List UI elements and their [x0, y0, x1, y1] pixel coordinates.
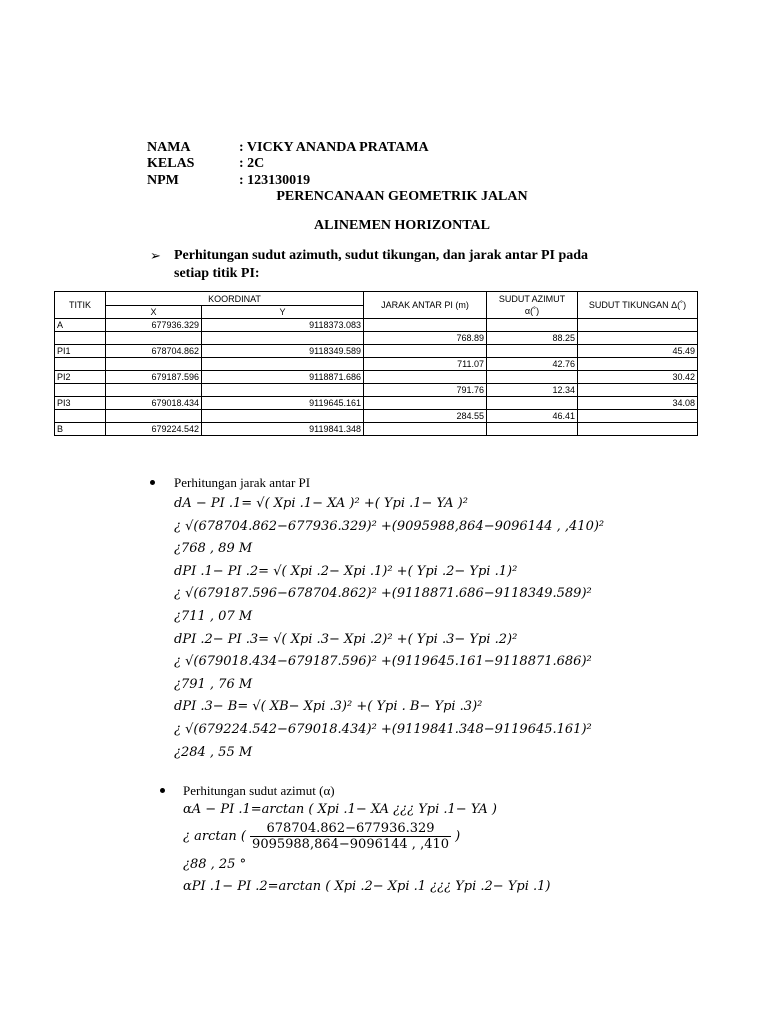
table-row [55, 423, 698, 436]
cell-azimut: 46.41 [487, 410, 578, 423]
cell-tikungan: 34.08 [578, 397, 698, 410]
cell-x: 677936.329 [106, 319, 202, 332]
cell-y: 9119841.348 [202, 423, 364, 436]
azimut-line-2-pre: ¿ arctan ( [183, 829, 246, 844]
azimut-fraction-numerator: 678704.862−677936.329 [250, 821, 451, 837]
cell-jarak: 791.76 [364, 384, 487, 397]
jarak-line-8: ¿ √(679018.434−679187.596)² +(9119645.161−9118871.686)² [174, 654, 592, 670]
cell-jarak: 711.07 [364, 358, 487, 371]
azimut-fraction-denominator: 9095988,864−9096144 , ,410 [252, 837, 450, 852]
jarak-line-7: dPI .2− PI .3= √( Xpi .3− Xpi .2)² +( Ypi .3− Ypi .2)² [174, 631, 518, 647]
cell-tikungan: 45.49 [578, 345, 698, 358]
nama-label: NAMA [147, 140, 191, 155]
cell-x [106, 410, 202, 423]
azimut-line-3: ¿88 , 25 ° [183, 857, 247, 872]
col-tikungan: SUDUT TIKUNGAN Δ(˚) [578, 292, 698, 319]
cell-jarak: 768.89 [364, 332, 487, 345]
intro-text [174, 247, 654, 283]
azimut-heading: Perhitungan sudut azimut (α) [183, 783, 335, 798]
cell-tikungan [578, 332, 698, 345]
cell-tikungan [578, 358, 698, 371]
jarak-line-5: ¿ √(679187.596−678704.862)² +(9118871.686−9118349.589)² [174, 586, 592, 602]
arrow-bullet-icon: ➢ [150, 248, 161, 263]
cell-x: 679224.542 [106, 423, 202, 436]
azimut-line-2 [183, 820, 603, 854]
cell-x [106, 332, 202, 345]
doc-title: PERENCANAAN GEOMETRIK JALAN [276, 189, 528, 204]
jarak-line-12: ¿284 , 55 M [174, 744, 253, 760]
section-title: ALINEMEN HORIZONTAL [314, 218, 490, 233]
cell-azimut [487, 371, 578, 384]
cell-jarak [364, 423, 487, 436]
col-koordinat: KOORDINAT [106, 292, 364, 306]
cell-y: 9118871.686 [202, 371, 364, 384]
cell-azimut [487, 423, 578, 436]
cell-azimut [487, 345, 578, 358]
cell-titik [55, 332, 106, 345]
cell-x: 678704.862 [106, 345, 202, 358]
col-titik: TITIK [55, 292, 106, 319]
cell-y [202, 410, 364, 423]
cell-y: 9118349.589 [202, 345, 364, 358]
cell-x: 679018.434 [106, 397, 202, 410]
jarak-line-10: dPI .3− B= √( XB− Xpi .3)² +( Ypi . B− Ypi .3)² [174, 699, 483, 715]
cell-tikungan [578, 319, 698, 332]
cell-y [202, 358, 364, 371]
identity-block [147, 139, 547, 190]
table-row [55, 397, 698, 410]
table-cutoff [54, 448, 698, 452]
cell-x: 679187.596 [106, 371, 202, 384]
bullet-dot-icon-2 [160, 788, 165, 793]
cell-jarak [364, 371, 487, 384]
azimuth-table [54, 291, 698, 436]
jarak-line-9: ¿791 , 76 M [174, 676, 253, 692]
cell-jarak [364, 319, 487, 332]
table-row [55, 384, 698, 397]
jarak-line-2: ¿ √(678704.862−677936.329)² +(9095988,864−9096144 , ,410)² [174, 518, 605, 534]
col-azimut-unit: α(˚) [524, 306, 540, 316]
jarak-heading: Perhitungan jarak antar PI [174, 475, 311, 490]
cell-x [106, 358, 202, 371]
azimut-line-4: αPI .1− PI .2=arctan ( Xpi .2− Xpi .1 ¿¿¿ Ypi .2− Ypi .1) [183, 879, 551, 894]
cell-azimut: 12.34 [487, 384, 578, 397]
cell-titik: A [55, 319, 106, 332]
table-row [55, 371, 698, 384]
cell-titik [55, 358, 106, 371]
cell-tikungan [578, 410, 698, 423]
jarak-line-4: dPI .1− PI .2= √( Xpi .2− Xpi .1)² +( Ypi .2− Ypi .1)² [174, 563, 518, 579]
kelas-label: KELAS [147, 156, 195, 171]
jarak-line-1: dA − PI .1= √( Xpi .1− XA )² +( Ypi .1− YA )² [174, 496, 468, 511]
table-row [55, 345, 698, 358]
intro-line-2: setiap titik PI: [174, 266, 260, 281]
table-row [55, 358, 698, 371]
col-y: Y [202, 306, 364, 319]
cell-titik [55, 410, 106, 423]
col-jarak: JARAK ANTAR PI (m) [364, 292, 487, 319]
cell-azimut [487, 319, 578, 332]
cell-y: 9118373.083 [202, 319, 364, 332]
cell-azimut: 88.25 [487, 332, 578, 345]
cell-tikungan: 30.42 [578, 371, 698, 384]
cell-jarak [364, 345, 487, 358]
col-x: X [106, 306, 202, 319]
nama-value: : VICKY ANANDA PRATAMA [239, 140, 429, 155]
cell-y [202, 332, 364, 345]
jarak-line-6: ¿711 , 07 M [174, 608, 253, 624]
table-row [55, 332, 698, 345]
kelas-value: : 2C [239, 156, 265, 171]
cell-tikungan [578, 423, 698, 436]
col-azimut [487, 292, 578, 319]
cell-azimut [487, 397, 578, 410]
cell-titik: PI3 [55, 397, 106, 410]
cell-titik: B [55, 423, 106, 436]
jarak-line-11: ¿ √(679224.542−679018.434)² +(9119841.348−9119645.161)² [174, 721, 592, 737]
jarak-line-3: ¿768 , 89 M [174, 541, 253, 557]
cell-azimut: 42.76 [487, 358, 578, 371]
table-row [55, 410, 698, 423]
azimut-line-2-post: ) [455, 829, 461, 844]
jarak-formulas [174, 493, 614, 764]
intro-line-1: Perhitungan sudut azimuth, sudut tikungan, dan jarak antar PI pada [174, 248, 589, 263]
cell-x [106, 384, 202, 397]
cell-jarak [364, 397, 487, 410]
cell-y: 9119645.161 [202, 397, 364, 410]
bullet-dot-icon [150, 480, 155, 485]
npm-label: NPM [147, 173, 179, 188]
col-azimut-label: SUDUT AZIMUT [498, 294, 566, 304]
cell-titik: PI2 [55, 371, 106, 384]
cell-titik: PI1 [55, 345, 106, 358]
cell-titik [55, 384, 106, 397]
cell-jarak: 284.55 [364, 410, 487, 423]
azimut-line-1: αA − PI .1=arctan ( Xpi .1− XA ¿¿¿ Ypi .1− YA ) [183, 802, 497, 817]
table-row [55, 319, 698, 332]
cell-tikungan [578, 384, 698, 397]
cell-y [202, 384, 364, 397]
npm-value: : 123130019 [239, 173, 311, 188]
azimut-formulas [183, 800, 603, 898]
azimut-fraction [250, 821, 451, 852]
